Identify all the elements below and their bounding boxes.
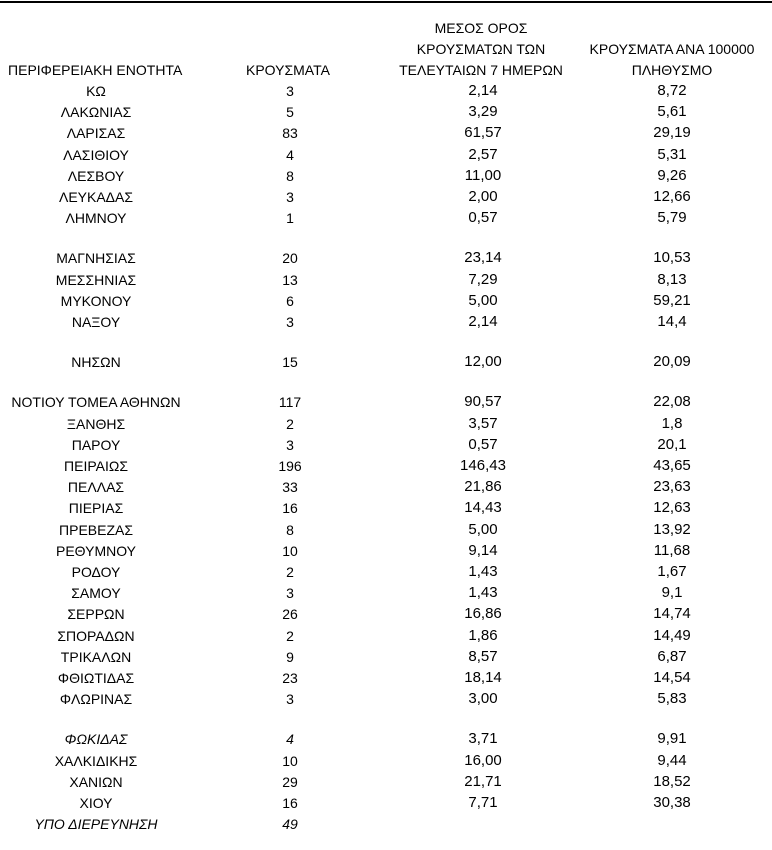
avg7-cell: 1,43 [468,563,498,580]
cases-cell: 10 [282,542,298,559]
avg7-cell: 5,00 [468,520,498,538]
region-cell: ΠΑΡΟΥ [71,436,121,453]
cases-cell: 6 [286,292,294,309]
avg7-cell: 7,71 [468,794,498,811]
cases-cell: 15 [282,354,298,371]
per100k-cell: 59,21 [653,291,691,309]
region-cell: ΠΙΕΡΙΑΣ [68,500,124,517]
per100k-cell: 6,87 [657,647,687,665]
cases-cell: 49 [282,816,298,833]
per100k-cell: 13,92 [653,520,691,538]
region-cell: ΧΑΝΙΩΝ [69,773,123,790]
per100k-cell: 9,26 [657,166,687,184]
per100k-cell: 5,31 [657,145,687,163]
avg7-cell: 12,00 [464,353,502,371]
cases-cell: 4 [286,731,294,748]
cases-cell: 3 [286,189,294,205]
region-cell: ΦΘΙΩΤΙΔΑΣ [57,670,135,686]
header-avg7-line1: ΜΕΣΟΣ ΟΡΟΣ [434,20,528,36]
per100k-cell: 9,44 [657,751,687,769]
avg7-cell: 0,57 [468,209,498,227]
per100k-cell: 12,63 [653,499,691,517]
header-per100k-line2: ΠΛΗΘΥΣΜΟ [631,62,713,78]
region-cell: ΛΕΣΒΟΥ [67,167,125,184]
region-cell: ΣΕΡΡΩΝ [67,606,125,623]
avg7-cell: 2,14 [468,82,498,99]
cases-cell: 83 [282,125,298,142]
header-avg7-line2: ΚΡΟΥΣΜΑΤΩΝ ΤΩΝ [416,41,546,57]
per100k-cell: 1,67 [657,563,687,580]
per100k-cell: 8,72 [657,82,687,99]
cases-cell: 3 [286,585,294,602]
top-border [0,1,772,3]
avg7-cell: 16,86 [464,605,502,623]
cases-cell: 10 [282,752,298,769]
cases-cell: 3 [286,691,294,708]
avg7-cell: 3,29 [468,103,498,121]
region-cell: ΛΑΣΙΘΙΟΥ [63,146,129,163]
region-cell: ΦΛΩΡΙΝΑΣ [59,691,133,708]
region-cell: ΛΑΡΙΣΑΣ [66,125,126,142]
region-cell: ΚΩ [86,83,106,99]
per100k-cell: 30,38 [653,794,691,811]
cases-cell: 26 [282,606,298,623]
avg7-cell: 3,71 [468,730,498,748]
avg7-cell: 2,00 [468,188,498,205]
cases-cell: 117 [278,394,302,411]
header-region: ΠΕΡΙΦΕΡΕΙΑΚΗ ΕΝΟΤΗΤΑ [8,62,183,78]
avg7-cell: 11,00 [464,166,502,184]
cases-cell: 20 [282,250,298,267]
avg7-cell: 3,00 [468,690,498,708]
region-cell: ΤΡΙΚΑΛΩΝ [60,648,132,665]
per100k-cell: 9,1 [661,584,683,602]
avg7-cell: 21,86 [464,478,502,496]
per100k-cell: 20,1 [657,435,687,453]
region-cell: ΡΟΔΟΥ [71,564,121,580]
per100k-cell: 12,66 [653,188,691,205]
cases-cell: 13 [282,271,298,288]
avg7-cell: 2,14 [468,313,498,330]
header-per100k-line1: ΚΡΟΥΣΜΑΤΑ ΑΝΑ 100000 [589,41,755,57]
per100k-cell: 20,09 [653,353,691,371]
cases-cell: 3 [286,83,294,99]
region-cell: ΝΑΞΟΥ [71,314,121,330]
per100k-cell: 43,65 [653,457,691,474]
region-cell: ΧΙΟΥ [79,795,113,811]
avg7-cell: 23,14 [464,249,502,267]
region-cell: ΛΑΚΩΝΙΑΣ [60,104,132,121]
avg7-cell: 7,29 [468,270,498,288]
per100k-cell: 11,68 [653,541,691,559]
cases-cell: 23 [282,670,298,686]
avg7-cell: 61,57 [464,124,502,142]
region-cell: ΝΗΣΩΝ [71,354,121,371]
avg7-cell: 9,14 [468,541,498,559]
cases-cell: 196 [278,458,302,474]
region-cell: ΛΗΜΝΟΥ [65,210,127,227]
avg7-cell: 2,57 [468,145,498,163]
avg7-cell: 90,57 [464,393,502,411]
avg7-cell: 0,57 [468,435,498,453]
per100k-cell: 18,52 [653,772,691,790]
header-cases: ΚΡΟΥΣΜΑΤΑ [246,62,330,78]
region-cell: ΦΩΚΙΔΑΣ [64,731,128,748]
per100k-cell: 14,54 [653,669,691,686]
avg7-cell: 1,43 [468,584,498,602]
header-avg7-line3: ΤΕΛΕΥΤΑΙΩΝ 7 ΗΜΕΡΩΝ [399,62,563,78]
region-cell: ΠΡΕΒΕΖΑΣ [58,521,134,538]
cases-cell: 8 [286,167,294,184]
per100k-cell: 14,74 [653,605,691,623]
per100k-cell: 14,4 [657,313,687,330]
per100k-cell: 29,19 [653,124,691,142]
per100k-cell: 23,63 [653,478,691,496]
cases-cell: 1 [286,210,294,227]
region-cell: ΡΕΘΥΜΝΟΥ [55,542,137,559]
cases-cell: 16 [282,500,298,517]
per100k-cell: 5,79 [657,209,687,227]
cases-cell: 2 [286,415,294,432]
region-cell: ΜΥΚΟΝΟΥ [60,292,132,309]
per100k-cell: 5,61 [657,103,687,121]
avg7-cell: 146,43 [460,457,506,474]
avg7-cell: 14,43 [464,499,502,517]
region-cell: ΜΑΓΝΗΣΙΑΣ [56,250,136,267]
per100k-cell: 5,83 [657,690,687,708]
avg7-cell: 1,86 [468,626,498,644]
cases-cell: 3 [286,436,294,453]
cases-cell: 8 [286,521,294,538]
cases-cell: 29 [282,773,298,790]
region-cell: ΝΟΤΙΟΥ ΤΟΜΕΑ ΑΘΗΝΩΝ [11,394,181,411]
per100k-cell: 9,91 [657,730,687,748]
cases-cell: 2 [286,627,294,644]
avg7-cell: 5,00 [468,291,498,309]
cases-cell: 5 [286,104,294,121]
per100k-cell: 14,49 [653,626,691,644]
region-cell: ΣΑΜΟΥ [71,585,121,602]
avg7-cell: 16,00 [464,751,502,769]
per100k-cell: 22,08 [653,393,691,411]
cases-cell: 16 [282,795,298,811]
region-cell: ΧΑΛΚΙΔΙΚΗΣ [54,752,138,769]
per100k-cell: 10,53 [653,249,691,267]
avg7-cell: 3,57 [468,414,498,432]
cases-cell: 2 [286,564,294,580]
cases-cell: 9 [286,648,294,665]
region-cell: ΠΕΙΡΑΙΩΣ [64,458,128,474]
per100k-cell: 1,8 [661,414,683,432]
cases-cell: 4 [286,146,294,163]
avg7-cell: 21,71 [464,772,502,790]
region-cell: ΜΕΣΣΗΝΙΑΣ [55,271,137,288]
avg7-cell: 8,57 [468,647,498,665]
region-cell: ΛΕΥΚΑΔΑΣ [58,189,134,205]
cases-cell: 3 [286,314,294,330]
region-cell: ΥΠΟ ΔΙΕΡΕΥΝΗΣΗ [34,816,158,833]
avg7-cell: 18,14 [464,669,502,686]
region-cell: ΣΠΟΡΑΔΩΝ [57,627,135,644]
per100k-cell: 8,13 [657,270,687,288]
region-cell: ΠΕΛΛΑΣ [67,479,125,496]
region-cell: ΞΑΝΘΗΣ [66,415,126,432]
cases-cell: 33 [282,479,298,496]
